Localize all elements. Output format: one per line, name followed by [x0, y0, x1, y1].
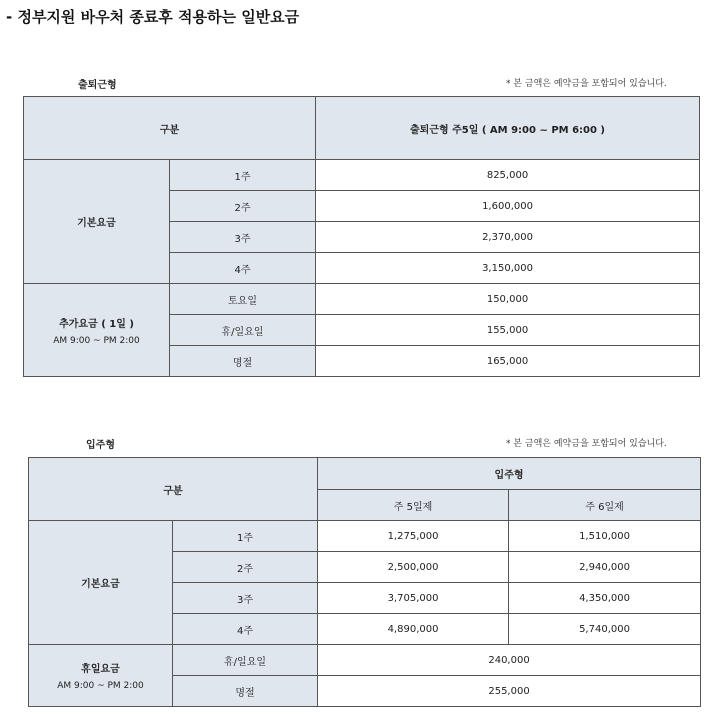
row-label: 4주: [173, 614, 318, 645]
row-label: 3주: [170, 222, 316, 253]
section2-note: * 본 금액은 예약금을 포함되어 있습니다.: [506, 439, 667, 449]
row-label: 토요일: [170, 284, 316, 315]
row-value: 255,000: [318, 676, 701, 707]
row-value-5day: 1,275,000: [318, 521, 509, 552]
row-value-6day: 5,740,000: [509, 614, 701, 645]
holiday-fee-group: [29, 645, 173, 707]
extra-fee-time: AM 9:00 ~ PM 2:00: [53, 335, 140, 346]
row-label: 3주: [173, 583, 318, 614]
row-value: 825,000: [316, 160, 700, 191]
row-value-5day: 3,705,000: [318, 583, 509, 614]
live-in-rate-table: [28, 457, 701, 707]
holiday-fee-time: AM 9:00 ~ PM 2:00: [57, 681, 144, 691]
row-label: 명절: [170, 346, 316, 377]
row-value-6day: 2,940,000: [509, 552, 701, 583]
commute-rate-table: [23, 96, 700, 377]
header-category: 구분: [24, 97, 316, 160]
row-value: 240,000: [318, 645, 701, 676]
header-commute: 출퇴근형 주5일 ( AM 9:00 ~ PM 6:00 ): [316, 97, 700, 160]
section1-label: 출퇴근형: [78, 80, 117, 91]
row-value: 150,000: [316, 284, 700, 315]
row-label: 2주: [170, 191, 316, 222]
holiday-fee-label: 휴일요금: [81, 664, 120, 675]
section1-note: * 본 금액은 예약금을 포함되어 있습니다.: [506, 79, 667, 89]
header-live-in: 입주형: [318, 458, 701, 490]
row-value: 1,600,000: [316, 191, 700, 222]
row-label: 1주: [173, 521, 318, 552]
row-label: 2주: [173, 552, 318, 583]
row-value-5day: 4,890,000: [318, 614, 509, 645]
extra-fee-group: [24, 284, 170, 377]
row-value-6day: 4,350,000: [509, 583, 701, 614]
section2-label: 입주형: [86, 440, 115, 451]
row-value: 165,000: [316, 346, 700, 377]
basic-fee-group: 기본요금: [29, 521, 173, 645]
extra-fee-label: 추가요금 ( 1일 ): [59, 318, 134, 330]
header-category: 구분: [29, 458, 318, 521]
row-label: 4주: [170, 253, 316, 284]
header-6day: 주 6일제: [509, 490, 701, 521]
row-label: 명절: [173, 676, 318, 707]
row-value-6day: 1,510,000: [509, 521, 701, 552]
row-value: 3,150,000: [316, 253, 700, 284]
row-value: 2,370,000: [316, 222, 700, 253]
row-label: 휴/일요일: [173, 645, 318, 676]
page-title: - 정부지원 바우처 종료후 적용하는 일반요금: [6, 8, 300, 26]
row-value: 155,000: [316, 315, 700, 346]
row-label: 휴/일요일: [170, 315, 316, 346]
row-value-5day: 2,500,000: [318, 552, 509, 583]
basic-fee-group: 기본요금: [24, 160, 170, 284]
row-label: 1주: [170, 160, 316, 191]
header-5day: 주 5일제: [318, 490, 509, 521]
